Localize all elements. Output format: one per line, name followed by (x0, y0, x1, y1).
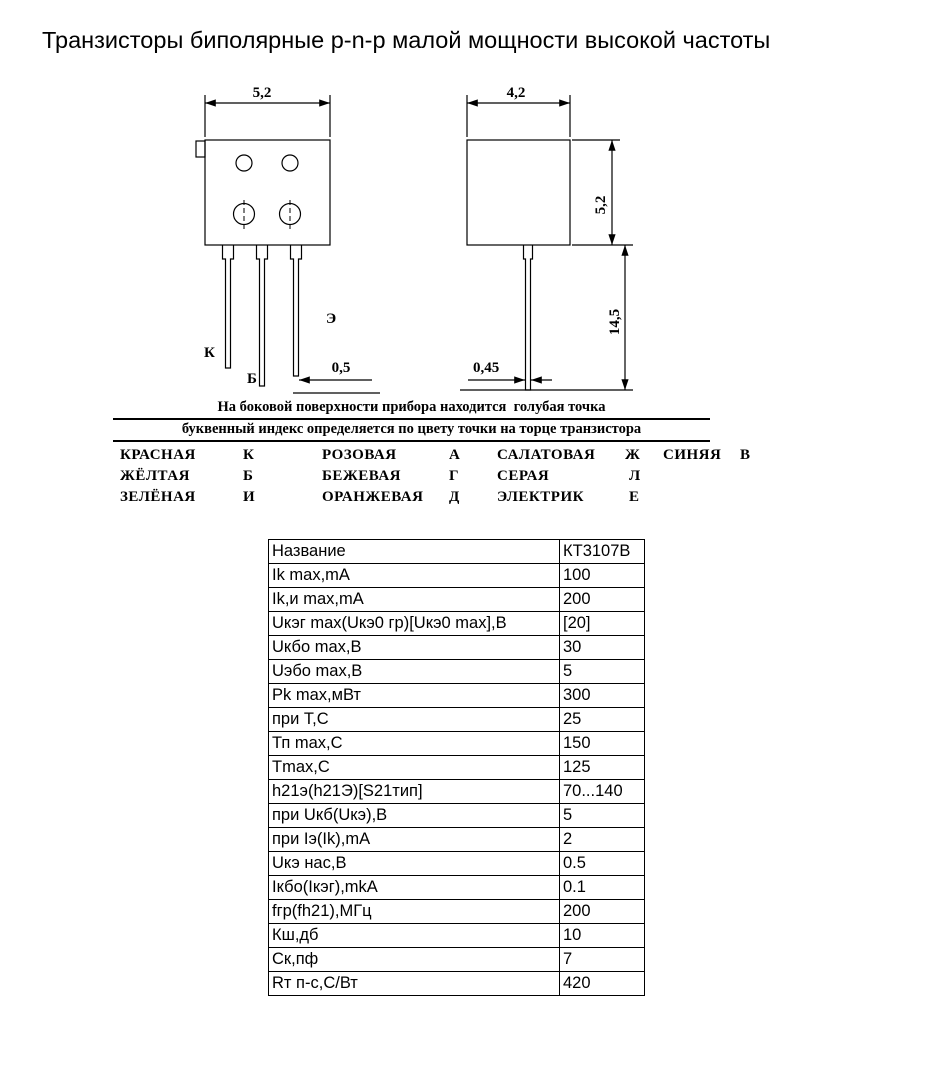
param-value: 70...140 (560, 780, 645, 804)
param-row (269, 564, 645, 588)
param-name: Tmax,С (269, 756, 560, 780)
param-value: 200 (560, 588, 645, 612)
color-letter: В (740, 447, 751, 463)
param-row (269, 948, 645, 972)
param-row (269, 852, 645, 876)
dim-side-height: 5,2 (593, 195, 609, 215)
color-name: СИНЯЯ (663, 447, 722, 463)
param-name: h21э(h21Э)[S21тип] (269, 780, 560, 804)
param-value: 420 (560, 972, 645, 996)
color-name: КРАСНАЯ (120, 447, 196, 463)
param-value: КТ3107В (560, 540, 645, 564)
param-name: Rт п-с,С/Вт (269, 972, 560, 996)
hole (280, 204, 301, 225)
param-name: Uкэг max(Uкэ0 гр)[Uкэ0 max],В (269, 612, 560, 636)
param-table (268, 539, 645, 996)
color-name: ЭЛЕКТРИК (497, 489, 584, 505)
front-mounting-tab (196, 141, 205, 157)
pin-label-base: Б (247, 371, 257, 387)
color-name: ЖЁЛТАЯ (120, 468, 190, 484)
color-name: СЕРАЯ (497, 468, 550, 484)
param-value: 0.1 (560, 876, 645, 900)
dim-lead-length: 14,5 (607, 308, 623, 336)
dim-lead-width: 0,5 (331, 360, 351, 376)
color-name: ЗЕЛЁНАЯ (120, 489, 196, 505)
package-drawings (0, 0, 932, 520)
param-value: 10 (560, 924, 645, 948)
color-letter: Д (449, 489, 460, 505)
param-name: при Iэ(Ik),mA (269, 828, 560, 852)
color-letter: Е (629, 489, 640, 505)
param-row (269, 732, 645, 756)
param-row (269, 876, 645, 900)
color-letter: А (449, 447, 461, 463)
dim-lead-thickness: 0,45 (473, 360, 500, 376)
param-row (269, 972, 645, 996)
param-row (269, 684, 645, 708)
param-value: 5 (560, 804, 645, 828)
lead-base (257, 245, 268, 386)
color-name: ОРАНЖЕВАЯ (322, 489, 424, 505)
note-line-2: буквенный индекс определяется по цвету точки на торце транзистора (181, 421, 642, 437)
param-value: 300 (560, 684, 645, 708)
param-value: 5 (560, 660, 645, 684)
param-row (269, 900, 645, 924)
param-name: Iкбо(Iкэг),mkA (269, 876, 560, 900)
param-row (269, 612, 645, 636)
param-value: 2 (560, 828, 645, 852)
color-letter: И (243, 489, 256, 505)
color-code-row (0, 468, 932, 489)
param-value: 25 (560, 708, 645, 732)
color-letter: Л (629, 468, 641, 484)
param-name: fгр(fh21),МГц (269, 900, 560, 924)
param-value: 0.5 (560, 852, 645, 876)
param-row (269, 636, 645, 660)
front-body-outline (205, 140, 330, 245)
param-name: Ск,пф (269, 948, 560, 972)
color-letter: Г (449, 468, 460, 484)
param-row (269, 780, 645, 804)
param-name: Uкэ нас,В (269, 852, 560, 876)
color-letter: Б (243, 468, 254, 484)
divider-line (113, 418, 710, 420)
param-value: 7 (560, 948, 645, 972)
lead-collector (223, 245, 234, 368)
param-name: Ik max,mA (269, 564, 560, 588)
hole (234, 204, 255, 225)
param-name: Ik,и max,mA (269, 588, 560, 612)
lead-emitter (291, 245, 302, 376)
pin-label-collector: К (204, 345, 215, 361)
param-name: Название (269, 540, 560, 564)
color-code-row (0, 489, 932, 510)
param-name: Pk max,мВт (269, 684, 560, 708)
param-value: 150 (560, 732, 645, 756)
dim-side-width: 4,2 (506, 85, 526, 101)
param-name: Uкбо max,В (269, 636, 560, 660)
param-name: при Т,С (269, 708, 560, 732)
side-lead (524, 245, 533, 390)
color-name: САЛАТОВАЯ (497, 447, 596, 463)
divider-line (113, 440, 710, 442)
param-value: 100 (560, 564, 645, 588)
color-name: БЕЖЕВАЯ (322, 468, 401, 484)
param-row (269, 804, 645, 828)
param-row (269, 540, 645, 564)
center-marks (244, 200, 290, 229)
param-name: при Uкб(Uкэ),В (269, 804, 560, 828)
param-row (269, 924, 645, 948)
param-value: 30 (560, 636, 645, 660)
color-letter: К (243, 447, 255, 463)
color-name: РОЗОВАЯ (322, 447, 397, 463)
color-code-row (0, 447, 932, 468)
note-line-1: На боковой поверхности прибора находится голубая точка (217, 399, 606, 415)
param-row (269, 588, 645, 612)
param-name: Uэбо max,В (269, 660, 560, 684)
hole (236, 155, 252, 171)
param-name: Кш,дб (269, 924, 560, 948)
param-value: 125 (560, 756, 645, 780)
side-body-outline (467, 140, 570, 245)
color-letter: Ж (625, 447, 641, 463)
param-value: 200 (560, 900, 645, 924)
param-row (269, 660, 645, 684)
param-row (269, 756, 645, 780)
param-row (269, 828, 645, 852)
dim-front-width: 5,2 (252, 85, 272, 101)
param-value: [20] (560, 612, 645, 636)
param-row (269, 708, 645, 732)
page-title: Транзисторы биполярные p-n-p малой мощности высокой частоты (42, 27, 771, 53)
pin-label-emitter: Э (326, 311, 337, 327)
param-name: Тп max,С (269, 732, 560, 756)
hole (282, 155, 298, 171)
